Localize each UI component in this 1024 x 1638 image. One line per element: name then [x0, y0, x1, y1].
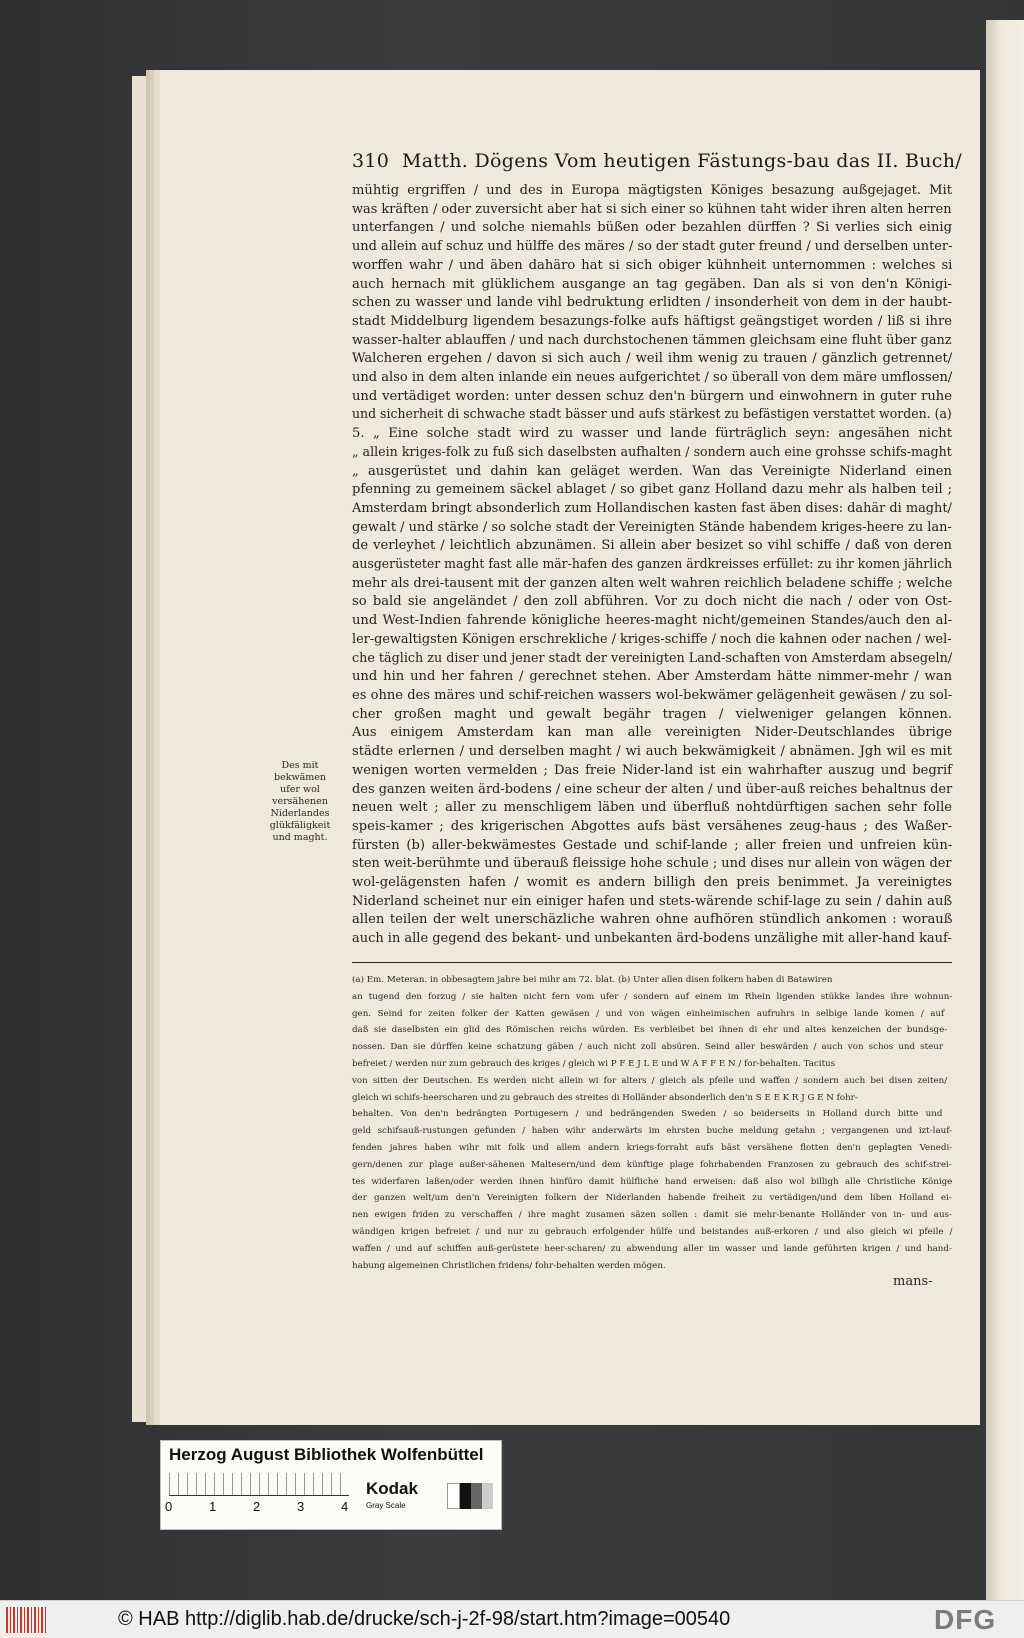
footnote-line: an tugend den forzug / sie halten nicht fern vom ufer / sondern auf einem im Rhein ligenden stükke landes ihre wohnun-	[352, 991, 953, 1002]
text-line: fürsten (b) aller-bekwämestes Gestade und schif-lande ; aller freien und unfreien kün-	[352, 837, 953, 853]
text-line: sten weit-berühmte und überauß fleissige hohe schule ; und dises nur allein von wägen der	[352, 856, 952, 872]
text-line: wol-gelägensten hafen / womit es andern billigh den preis benimmet. Ja vereinigtes	[352, 875, 952, 891]
text-line: de verleyhet / leichtlich abzunämen. Si allein aber besizet so vihl schiffe / daß von deren	[352, 538, 952, 554]
page-edges	[132, 76, 163, 1422]
ruler-ticks	[169, 1473, 349, 1495]
ruler-number: 3	[297, 1499, 305, 1514]
footnote-line: befreiet / werden nur zum gebrauch des kriges / gleich wi P F E J L E und W A F F E N / for-behalten. Tacitus	[352, 1058, 836, 1069]
text-line: mehr als drei-tausent mit der ganzen alten welt wahren reichlich beladene schiffe ; welche	[352, 575, 953, 591]
footnote-line: von sitten der Deutschen. Es werden nicht allein wi for alters / gleich als pfeile und waffen / sondern auch bei disen zeiten/	[352, 1075, 948, 1086]
text-line: mühtig ergriffen / und des in Europa mägtigsten Königes besazung außgejaget. Mit	[352, 183, 952, 198]
footnote-line: wändigen krigen befreiet / und nur zu gebrauch erfolgender hülfe und beistandes auß-erkoren / und also gleich wi pfeile /	[352, 1226, 953, 1237]
footnote-line: behalten. Von den'n bedrängten Portugesern / und bedrängenden Sweden / so beiderseits in Holland durch bitte und	[352, 1109, 943, 1120]
text-line: so bald sie angeländet / den zoll abführen. Vor zu doch nicht die nach / oder von Ost-	[352, 594, 952, 610]
text-line: „ ausgerüstet und dahin kan geläget werden. Wan das Vereinigte Niderland einen	[352, 463, 952, 479]
text-line: und vertädiget worden: unter dessen schuz den'n bürgern und einwohnern in guter ruhe	[352, 388, 952, 404]
footnotes	[352, 972, 952, 1274]
gray-patches	[447, 1483, 493, 1509]
text-line: städte erlernen / und derselben maght / wi auch bekwämigkeit / abnämen. Jgh wil es mit	[352, 744, 952, 760]
dfg-logo: DFG	[934, 1604, 997, 1635]
text-line: unterfangen / und solche niemahls büßen oder bezahlen dürffen ? Si verlies sich einig	[352, 220, 952, 236]
footnote-line: nossen. Dan sie dürffen keine schatzung gäben / auch nicht zoll absüren. Seind aller beswärden / auch von schos und steur	[352, 1042, 944, 1053]
text-line: Amsterdam bringt absonderlich zum Hollandischen kasten fast äben dises: dahär di maght/	[352, 500, 952, 516]
barcode-icon	[6, 1607, 48, 1633]
text-line: des ganzen weiten ärd-bodens / eine scheur der alten / und über-auß reiches behaltnus der	[352, 781, 953, 797]
footnote-line: nen ewigen friden zu verschaffen / ihre maght zusamen säzen sollen : damit sie mehr-benante Holländer von in- und aus-	[352, 1210, 952, 1221]
footnote-line: fenden jahres haben wihr mit folk und allem andern kriegs-forraht aufs bäst versähene flotten den'n geplagten Venedi-	[352, 1142, 953, 1153]
text-line: stadt Middelburg ligendem besazungs-folke aufs häftigst geängstiget worden / liß si ihre	[352, 313, 952, 329]
text-line: und sicherheit di schwache stadt bässer und aufs stärkest zu befästigen verstattet worden. (a)	[352, 407, 952, 423]
footnote-line: gen. Seind for zeiten folker der Katten gewäsen / und von wägen einheimischen aufruhrs in selbige lande komen / auf	[352, 1008, 945, 1019]
gray-scale-caption: Gray Scale	[366, 1501, 406, 1510]
gray-patch	[460, 1483, 471, 1509]
footnote-line: waffen / und auf schiffen auß-gerüstete heer-scharen/ zu abwendung aller im wasser und lande geführten krigen / und hand-	[352, 1243, 952, 1254]
text-line: wasser-halter ablauffen / und nach durchstochenen tämmen gleichsam eine fluht über ganz	[352, 332, 952, 348]
footnote-line: tes widerfaren laßen/oder werden ihnen hinfüro damit hülfliche hand erweisen: daß also wol billigh alle Christliche Könige	[352, 1176, 953, 1187]
text-line: ausgerüsteter maght fast alle mär-hafen des ganzen ärdkreisses erfüllet: zu ihr komen jährlich	[352, 557, 953, 573]
footnote-line: habung algemeinen Christlichen fridens/ fohr-behalten werden mögen.	[352, 1260, 666, 1271]
library-name: Herzog August Bibliothek Wolfenbüttel	[169, 1445, 484, 1464]
ruler-number: 2	[253, 1499, 261, 1514]
margin-note: Des mit bekwämen ufer wol versähenen Niderlandes glükfäligkeit und maght.	[269, 760, 331, 843]
gray-patch	[471, 1483, 482, 1509]
running-head-title: Matth. Dögens Vom heutigen Fästungs-bau das II. Buch/	[402, 150, 962, 172]
footnote-line: gleich wi schifs-heerscharen und zu gebrauch des streites di Holländer absonderlich den'n S E E K R J G E N fohr-	[352, 1092, 858, 1103]
text-line: auch hernach mit glüklichem ausgange an tag gegäben. Dan als si von den'n Königi-	[352, 276, 952, 292]
text-line: und also in dem alten inlande ein neues aufgerichtet / so überall von dem märe umflossen/	[352, 370, 953, 386]
bottom-bar	[0, 1600, 1024, 1638]
gray-patch	[447, 1483, 460, 1509]
page-number: 310	[352, 150, 390, 172]
text-line: worffen wahr / und äben dahäro hat si sich obiger kühnheit unternommen : welches si	[352, 257, 953, 273]
text-line: und West-Indien fahrende königliche heeres-maght nicht/gemeinen Standes/auch den al-	[352, 613, 953, 629]
ruler-number: 4	[341, 1499, 349, 1514]
text-line: allen teilen der welt unerschäzliche wahren ohne aufhören stündlich ankomen : worauß	[352, 912, 953, 928]
text-line: auch in alle gegend des bekant- und unbekanten ärd-bodens unzälighe mit aller-hand kauf-	[352, 931, 952, 947]
footnote-line: geld schifsauß-rustungen gefunden / haben wihr anderwärts im ehrsten buche meldung getahn ; vergangenen und izt-lauf-	[352, 1126, 953, 1137]
running-header	[352, 150, 962, 172]
text-line: pfenning zu gemeinem säckel ablaget / so gibet ganz Holland dazu mehr als halben teil ;	[352, 482, 952, 498]
text-line: 5. „ Eine solche stadt wird zu wasser und lande fürträglich seyn: angesähen nicht	[352, 426, 952, 442]
text-line: Niderland scheinet nur ein einiger hafen und stets-wärende schif-lage zu sein / dahin auß	[352, 893, 953, 909]
text-line: Aus einigem Amsterdam kan man alle vereinigten Nider-Deutschlandes übrige	[352, 725, 952, 741]
text-line: ler-gewaltigsten Königen erschrekliche / kriges-schiffe / noch die kahnen oder nachen / wel-	[352, 631, 952, 647]
text-line: und hin und her fahren / gerechnet stehen. Aber Amsterdam hätte nimmer-mehr / wan	[352, 669, 952, 685]
kodak-brand: Kodak	[366, 1479, 418, 1498]
footnote-line: gern/denen zur plage außer-sähenen Maltesern/und dem künftige plage fohrhabenden Franzosen zu gebrauch des schif-strei-	[352, 1159, 952, 1170]
text-line: es ohne des märes und schif-reichen wassers wol-bekwämer gelägenheit gewäsen / zu sol-	[352, 687, 953, 703]
footnote-rule	[352, 962, 952, 963]
text-line: was kräften / oder zuversicht aber hat si sich einer so kühnen taht wider ihren alten herren	[352, 201, 952, 217]
catchword: mans-	[893, 1274, 933, 1289]
footnote-line: der ganzen welt/um den'n Vereinigten folkern der Niderlanden habende freiheit zu vertädigen/und dem liben Holland ei-	[352, 1193, 952, 1204]
text-line: speis-kamer ; des krigerischen Abgottes aufs bäst versähenes zeug-haus ; des Waßer-	[352, 818, 952, 834]
footnote-line: (a) Em. Meteran. in obbesagtem jahre bei mihr am 72. blat. (b) Unter allen disen folkern haben di Batawiren	[352, 975, 833, 985]
library-label	[160, 1440, 502, 1530]
ruler-number: 0	[165, 1499, 173, 1514]
footnote-line: daß sie daselbsten ein glid des Römischen reichs würden. Es verbleibet bei ihnen di ehr und altes kenzeichen der bundsge-	[352, 1025, 948, 1036]
text-line: Walcheren ergehen / davon si sich auch / weil ihm wenig zu trauen / gänzlich getrennet/	[352, 351, 953, 367]
text-line: gewalt / und stärke / so solche stadt der Vereinigten Stände habendem kriges-heere zu lan-	[352, 519, 952, 535]
text-line: wenigen worten vermelden ; Das freie Nider-land ist ein wahrhafter auszug und begrif	[352, 762, 953, 778]
text-line: neuen welt ; aller zu menschligem läben und überfluß nohtdürftigen sachen sehr folle	[352, 800, 953, 816]
text-line: schen zu wasser und lande vihl bedruktung erlidten / insonderheit von dem in der haubt-	[352, 295, 952, 311]
facing-page-edge	[986, 20, 1024, 1600]
text-line: che täglich zu diser und jener stadt der vereinigten Land-schaften von Amsterdam absegeln/	[352, 650, 953, 666]
text-line: cher großen maght und gewalt begähr tragen / vielweniger gelangen können.	[352, 706, 952, 722]
ruler-number: 1	[209, 1499, 217, 1514]
text-line: und allein auf schuz und hülffe des märes / so der stadt guter freund / und derselben unter-	[352, 239, 953, 255]
copyright-url[interactable]: © HAB http://diglib.hab.de/drucke/sch-j-2f-98/start.htm?image=00540	[118, 1608, 731, 1630]
gray-patch	[482, 1483, 493, 1509]
body-text	[352, 182, 952, 949]
text-line: „ allein kriges-folk zu fuß sich daselbsten aufhalten / sondern auch eine grohsse schifs-maght	[352, 444, 952, 460]
